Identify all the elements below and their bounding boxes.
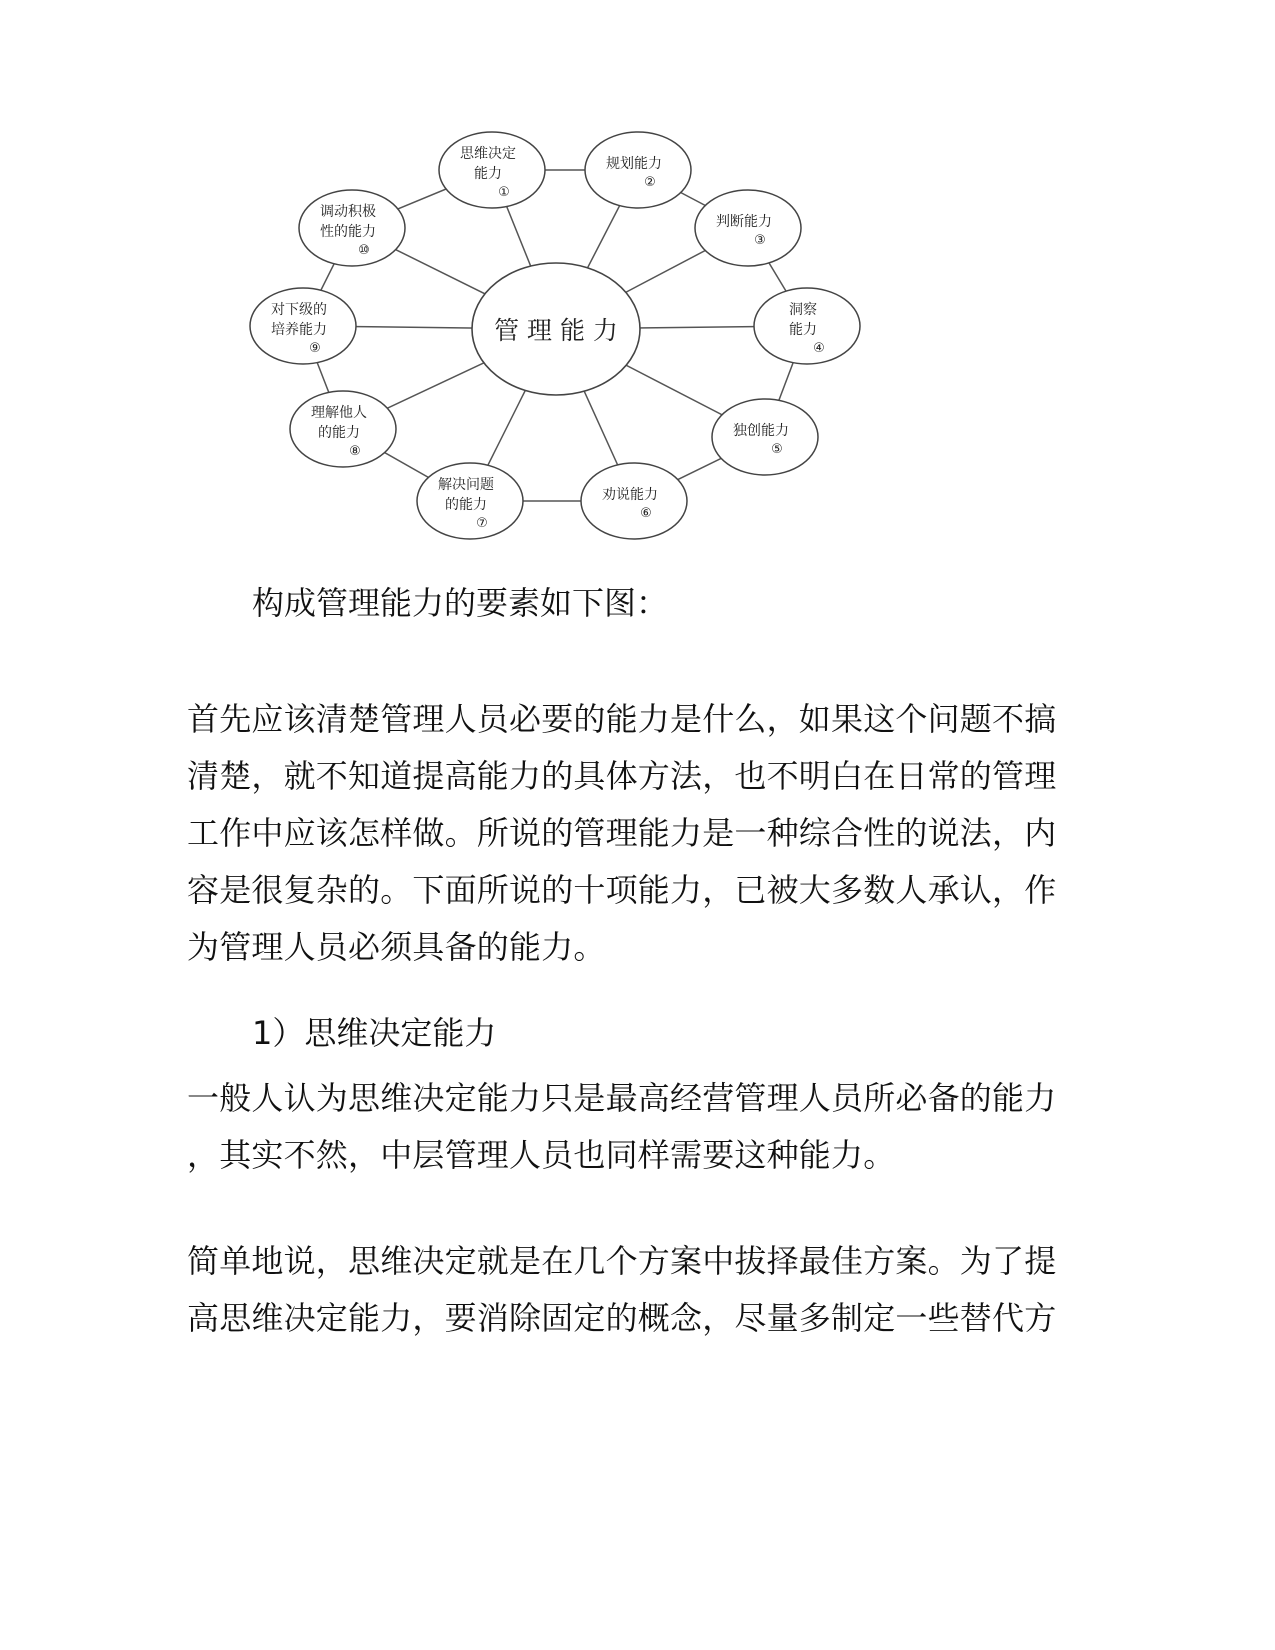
- node-label: 判断能力: [716, 214, 772, 230]
- node-label: 思维决定: [460, 146, 516, 162]
- node-label: 培养能力: [271, 322, 327, 338]
- node-label: 理解他人: [311, 405, 367, 421]
- node-number: ⑦: [476, 516, 488, 531]
- paragraph-line: 工作中应该怎样做。所说的管理能力是一种综合性的说法，内: [187, 814, 1057, 852]
- node-label: 能力: [789, 322, 817, 338]
- node-number: ③: [754, 233, 766, 248]
- section-heading: 1）思维决定能力: [252, 1014, 497, 1052]
- ability-node: [439, 132, 545, 208]
- paragraph-line: 清楚，就不知道提高能力的具体方法，也不明白在日常的管理: [187, 757, 1057, 795]
- management-ability-diagram: [240, 120, 880, 560]
- paragraph-three: [187, 1233, 1092, 1347]
- paragraph-line: 简单地说，思维决定就是在几个方案中拔择最佳方案。为了提: [187, 1242, 1057, 1280]
- node-label: 对下级的: [271, 302, 327, 318]
- node-number: ①: [498, 185, 510, 200]
- node-number: ⑤: [771, 442, 783, 457]
- center-label: 管 理 能 力: [494, 316, 618, 345]
- node-label: 的能力: [445, 497, 487, 513]
- ability-node: [585, 132, 691, 208]
- node-label: 独创能力: [733, 423, 789, 439]
- paragraph-line: 高思维决定能力，要消除固定的概念，尽量多制定一些替代方: [187, 1299, 1057, 1337]
- node-number: ④: [813, 341, 825, 356]
- ability-node: [754, 288, 860, 364]
- node-label: 解决问题: [438, 477, 494, 493]
- node-number: ⑥: [640, 506, 652, 521]
- node-number: ②: [644, 175, 656, 190]
- ability-node: [290, 391, 396, 467]
- paragraph-line: 为管理人员必须具备的能力。: [187, 928, 606, 966]
- paragraph-two: [187, 1070, 1092, 1184]
- node-label: 性的能力: [320, 224, 376, 240]
- ability-node: [581, 463, 687, 539]
- node-label: 能力: [474, 166, 502, 182]
- node-label: 洞察: [789, 302, 817, 318]
- ability-node: [299, 190, 405, 266]
- intro-paragraph: [187, 691, 1092, 976]
- node-label: 劝说能力: [602, 487, 658, 503]
- node-label: 调动积极: [320, 204, 376, 220]
- ability-node: [417, 463, 523, 539]
- node-label: 的能力: [318, 425, 360, 441]
- paragraph-line: 容是很复杂的。下面所说的十项能力，已被大多数人承认，作: [187, 871, 1057, 909]
- paragraph-line: 一般人认为思维决定能力只是最高经营管理人员所必备的能力: [187, 1079, 1057, 1117]
- node-number: ⑨: [309, 341, 321, 356]
- ability-node: [695, 190, 801, 266]
- paragraph-line: ，其实不然，中层管理人员也同样需要这种能力。: [187, 1136, 896, 1174]
- node-number: ⑩: [358, 243, 370, 258]
- diagram-caption: 构成管理能力的要素如下图：: [252, 584, 669, 622]
- node-label: 规划能力: [606, 156, 662, 172]
- node-number: ⑧: [349, 444, 361, 459]
- ability-node: [250, 288, 356, 364]
- paragraph-line: 首先应该清楚管理人员必要的能力是什么，如果这个问题不搞: [187, 700, 1057, 738]
- ability-node: [712, 399, 818, 475]
